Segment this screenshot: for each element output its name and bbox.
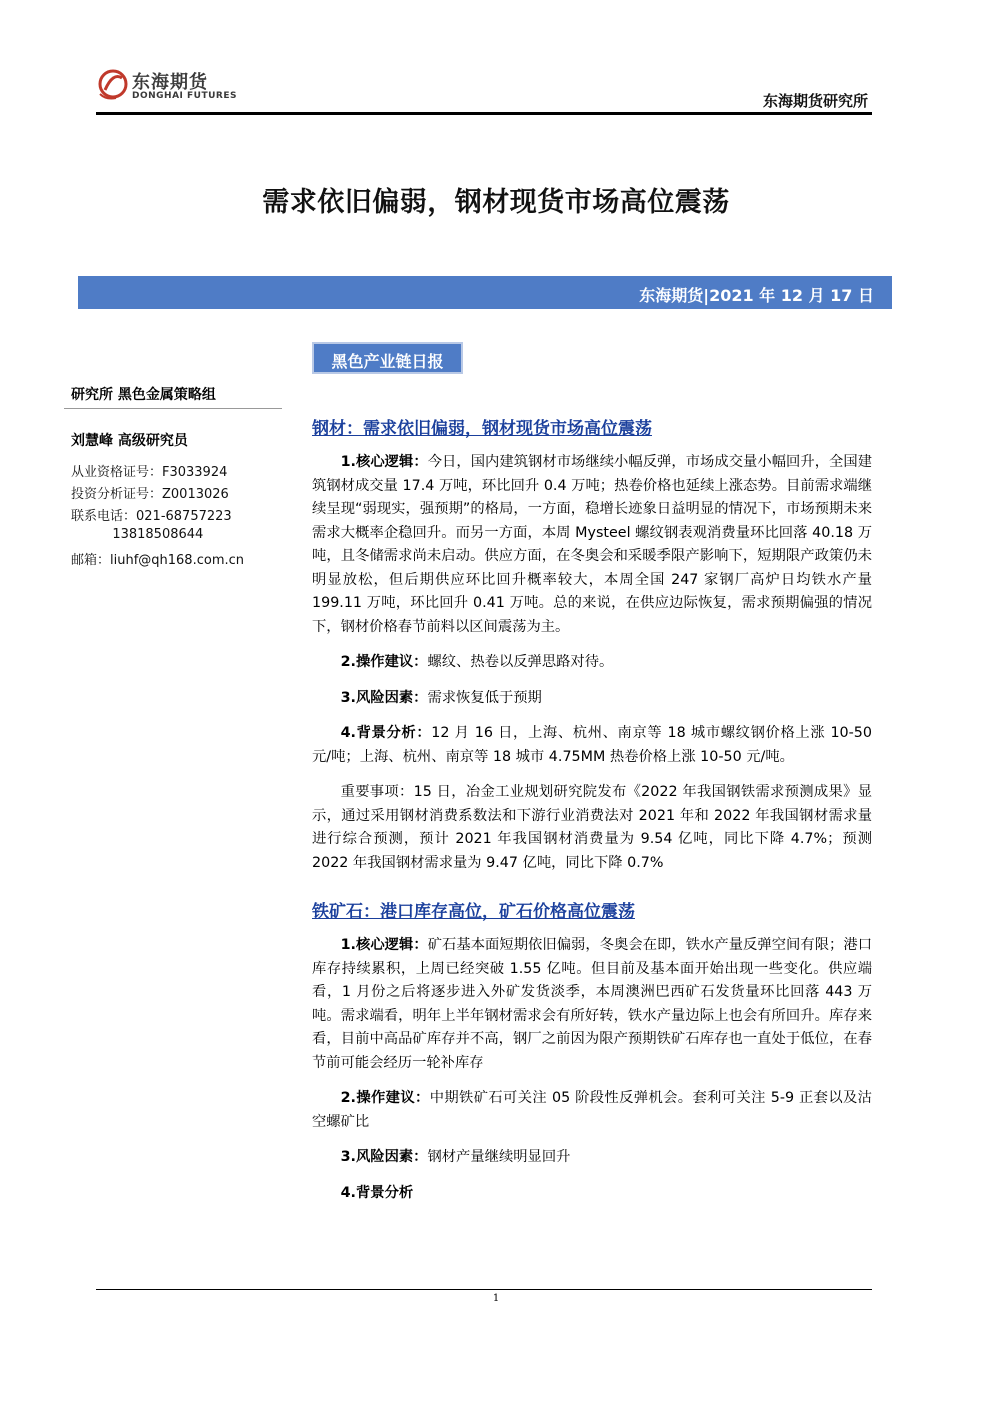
logo-emblem-icon <box>96 64 130 104</box>
sidebar-author: 刘慧峰 高级研究员 <box>71 433 188 449</box>
steel-risk: 3.风险因素：需求恢复低于预期 <box>340 689 542 706</box>
section-title-iron-ore[interactable]: 铁矿石：港口库存高位，矿石价格高位震荡 <box>312 902 635 922</box>
footer-divider <box>96 1289 872 1290</box>
logo-english-name: DONGHAI FUTURES <box>132 91 237 101</box>
ore-core-logic: 1.核心逻辑：矿石基本面短期依旧偏弱，冬奥会在即，铁水产量反弹空间有限；港口库存持续累积，上周已经突破 1.55 亿吨。但目前及基本面开始出现一些变化。供应端看，1 月份之后将逐步进入外矿发货淡季，本周澳洲巴西矿石发货量环比回落 443 万吨。需求端看，明年上半年钢材需求会有所好转，铁水产量边际上也会有所回升。库存来看，目前中高品矿库存并不高，钢厂之前因为限产预期铁矿石库存也一直处于低位，在春节前可能会经历一轮补库存 <box>312 937 872 1071</box>
sidebar-qualification: 从业资格证号：F3033924 <box>71 465 228 480</box>
ore-advice: 2.操作建议：中期铁矿石可关注 05 阶段性反弹机会。套利可关注 5-9 正套以及沽空螺矿比 <box>312 1090 872 1130</box>
company-logo <box>96 64 236 110</box>
ore-risk: 3.风险因素：钢材产量继续明显回升 <box>340 1149 571 1165</box>
sidebar-email: 邮箱：liuhf@qh168.com.cn <box>71 553 244 568</box>
sidebar-phone: 联系电话：021-68757223 <box>71 509 232 524</box>
report-category-tag <box>312 342 463 374</box>
report-date: 东海期货|2021 年 12 月 17 日 <box>639 286 874 305</box>
section-title-steel[interactable]: 钢材：需求依旧偏弱，钢材现货市场高位震荡 <box>312 419 652 439</box>
report-category-label: 黑色产业链日报 <box>331 352 444 371</box>
sidebar-divider <box>64 408 282 409</box>
sidebar-analyst-license: 投资分析证号：Z0013026 <box>71 487 229 502</box>
document-title: 需求依旧偏弱，钢材现货市场高位震荡 <box>262 187 730 218</box>
page-number: 1 <box>492 1293 500 1304</box>
institute-name: 东海期货研究所 <box>762 92 868 110</box>
logo-chinese-name: 东海期货 <box>132 72 208 93</box>
steel-core-logic: 1.核心逻辑：今日，国内建筑钢材市场继续小幅反弹，市场成交量小幅回升，全国建筑钢材成交量 17.4 万吨，环比回升 0.4 万吨；热卷价格也延续上涨态势。目前需求端继续呈现“弱现实，强预期”的格局，一方面，稳增长迹象日益明显的情况下，市场预期未来需求大概率企稳回升。而另一方面，本周 Mysteel 螺纹钢表观消费量环比回落 40.18 万吨，且冬储需求尚未启动。供应方面，在冬奥会和采暖季限产影响下，短期限产政策仍未明显放松，但后期供应环比回升概率较大，本周全国 247 家钢厂高炉日均铁水产量 199.11 万吨，环比回升 0.41 万吨。总的来说，在供应边际恢复，需求预期偏强的情况下，钢材价格春节前料以区间震荡为主。 <box>312 454 872 635</box>
steel-advice: 2.操作建议：螺纹、热卷以反弹思路对待。 <box>340 654 614 670</box>
sidebar-department: 研究所 黑色金属策略组 <box>71 387 216 403</box>
steel-background: 4.背景分析：12 月 16 日，上海、杭州、南京等 18 城市螺纹钢价格上涨 10-50 元/吨；上海、杭州、南京等 18 城市 4.75MM 热卷价格上涨 10-50 元/吨。 <box>312 725 872 765</box>
sidebar-mobile: 13818508644 <box>71 527 204 542</box>
steel-key-events: 重要事项：15 日，冶金工业规划研究院发布《2022 年我国钢铁需求预测成果》显示，通过采用钢材消费系数法和下游行业消费法对 2021 年和 2022 年我国钢材需求量进行综合预测，预计 2021 年我国钢材消费量为 9.54 亿吨，同比下降 4.7%；预测 2022 年我国钢材需求量为 9.47 亿吨，同比下降 0.7% <box>312 784 872 871</box>
ore-background: 4.背景分析 <box>340 1184 414 1201</box>
main-content <box>312 414 872 1217</box>
header-divider <box>96 112 872 115</box>
date-banner <box>78 276 892 309</box>
